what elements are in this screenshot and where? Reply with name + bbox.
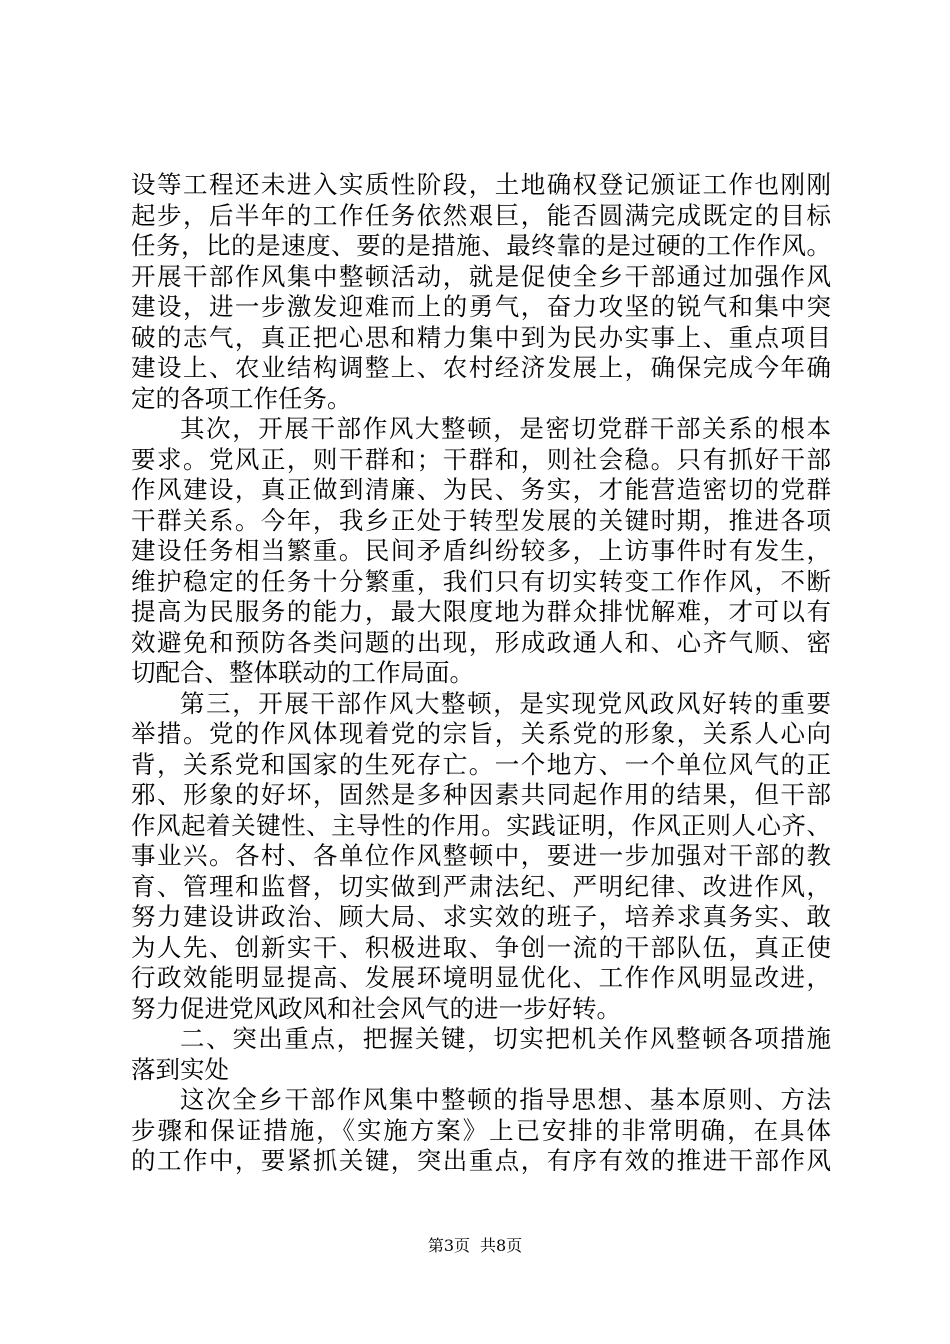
text-line: 干群关系。今年，我乡正处于转型发展的关键时期，推进各项 bbox=[131, 505, 831, 535]
document-body bbox=[131, 170, 831, 1177]
page-number: 第3页 bbox=[427, 1236, 470, 1255]
text-line: 努力促进党风政风和社会风气的进一步好转。 bbox=[131, 993, 621, 1023]
text-line: 背，关系党和国家的生死存亡。一个地方、一个单位风气的正 bbox=[131, 749, 831, 779]
text-line: 要求。党风正，则干群和；干群和，则社会稳。只有抓好干部 bbox=[131, 444, 831, 474]
text-line: 起步，后半年的工作任务依然艰巨，能否圆满完成既定的目标 bbox=[131, 200, 831, 230]
text-line: 设等工程还未进入实质性阶段，土地确权登记颁证工作也刚刚 bbox=[131, 170, 831, 199]
text-line: 定的各项工作任务。 bbox=[131, 383, 352, 413]
text-line: 建设任务相当繁重。民间矛盾纠纷较多，上访事件时有发生， bbox=[131, 536, 831, 565]
text-line: 作风起着关键性、主导性的作用。实践证明，作风正则人心齐、 bbox=[131, 810, 831, 840]
text-line: 维护稳定的任务十分繁重，我们只有切实转变工作作风，不断 bbox=[131, 566, 831, 596]
text-line: 第三，开展干部作风大整顿，是实现党风政风好转的重要 bbox=[180, 688, 831, 718]
text-line: 建设，进一步激发迎难而上的勇气，奋力攻坚的锐气和集中突 bbox=[131, 292, 831, 321]
text-line: 建设上、农业结构调整上、农村经济发展上，确保完成今年确 bbox=[131, 353, 831, 382]
text-line: 破的志气，真正把心思和精力集中到为民办实事上、重点项目 bbox=[131, 322, 831, 352]
text-line: 努力建设讲政治、顾大局、求实效的班子，培养求真务实、敢 bbox=[131, 902, 831, 931]
text-line: 行政效能明显提高、发展环境明显优化、工作作风明显改进， bbox=[131, 963, 831, 992]
text-line: 的工作中，要紧抓关键，突出重点，有序有效的推进干部作风 bbox=[131, 1146, 831, 1175]
text-line: 任务，比的是速度、要的是措施、最终靠的是过硬的工作作风。 bbox=[131, 231, 831, 260]
section-heading-line: 落到实处 bbox=[131, 1054, 229, 1084]
text-line: 步骤和保证措施，《实施方案》上已安排的非常明确，在具体 bbox=[131, 1115, 831, 1145]
page-footer bbox=[0, 1236, 950, 1256]
text-line: 这次全乡干部作风集中整顿的指导思想、基本原则、方法 bbox=[180, 1085, 831, 1114]
text-line: 作风建设，真正做到清廉、为民、务实，才能营造密切的党群 bbox=[131, 475, 831, 504]
section-heading-line: 二、突出重点，把握关键，切实把机关作风整顿各项措施 bbox=[180, 1024, 831, 1053]
text-line: 其次，开展干部作风大整顿，是密切党群干部关系的根本 bbox=[180, 414, 831, 443]
text-line: 开展干部作风集中整顿活动，就是促使全乡干部通过加强作风 bbox=[131, 261, 831, 291]
text-line: 效避免和预防各类问题的出现，形成政通人和、心齐气顺、密 bbox=[131, 627, 831, 657]
text-line: 邪、形象的好坏，固然是多种因素共同起作用的结果，但干部 bbox=[131, 780, 831, 809]
text-line: 举措。党的作风体现着党的宗旨，关系党的形象，关系人心向 bbox=[131, 719, 831, 748]
page-total: 共8页 bbox=[480, 1236, 523, 1255]
text-line: 事业兴。各村、各单位作风整顿中，要进一步加强对干部的教 bbox=[131, 841, 831, 870]
text-line: 为人先、创新实干、积极进取、争创一流的干部队伍，真正使 bbox=[131, 932, 831, 962]
text-line: 切配合、整体联动的工作局面。 bbox=[131, 658, 474, 687]
text-line: 育、管理和监督，切实做到严肃法纪、严明纪律、改进作风， bbox=[131, 871, 831, 901]
text-line: 提高为民服务的能力，最大限度地为群众排忧解难，才可以有 bbox=[131, 597, 831, 626]
